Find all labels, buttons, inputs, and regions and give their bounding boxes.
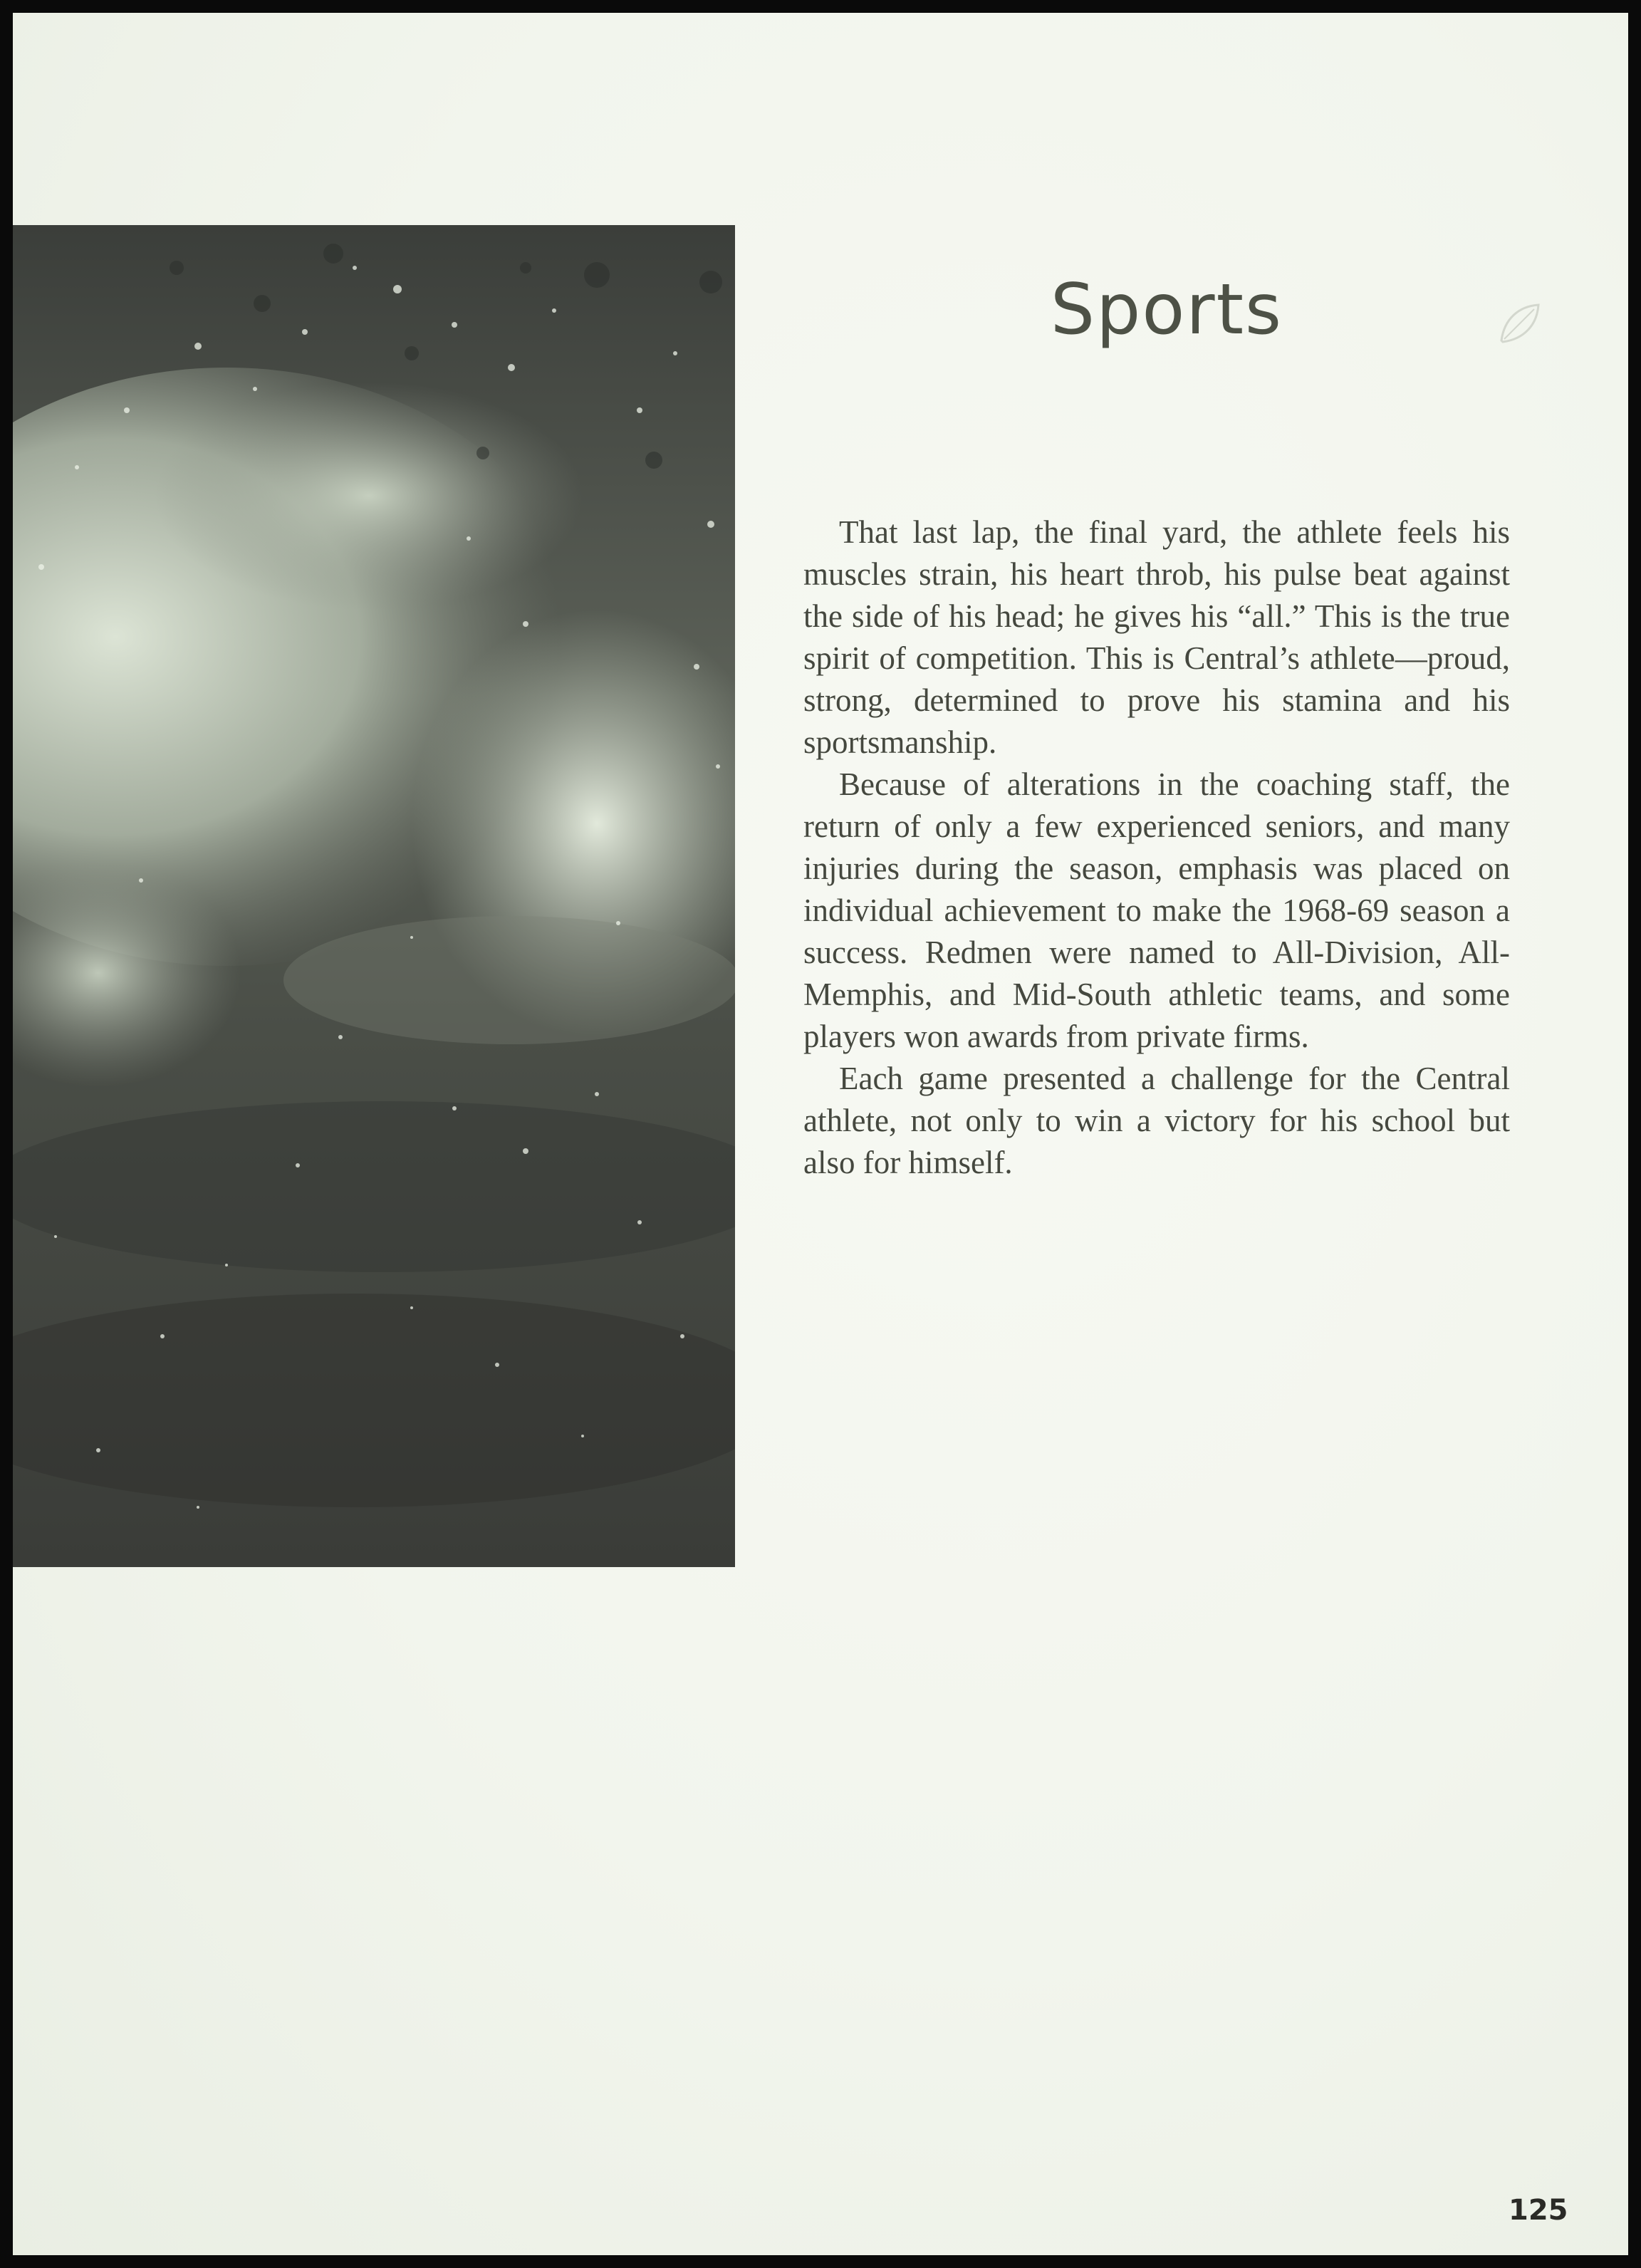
yearbook-page	[13, 13, 1628, 2255]
paragraph-1: That last lap, the final yard, the athlete feels his muscles strain, his heart throb, his pulse beat against the side of his head; he gives his “all.” This is the true spirit of competition. This is Central’s athlete—proud, strong, determined to prove his stamina and his sportsmanship.	[803, 514, 1510, 760]
water-splash-image	[13, 225, 735, 1567]
paragraph-3: Each game presented a challenge for the Central athlete, not only to win a victory for his school but also for himself.	[803, 1061, 1510, 1180]
paragraph-2: Because of alterations in the coaching staff, the return of only a few experienced seniors, and many injuries during the season, emphasis was placed on individual achievement to make the 1968-69 season a success. Redmen were named to All-Division, All-Memphis, and Mid-South athletic teams, and some players won awards from private firms.	[803, 766, 1510, 1054]
leaf-emblem-icon	[1494, 298, 1546, 349]
page-title: Sports	[1050, 269, 1283, 350]
article-body	[803, 511, 1510, 1184]
page-number: 125	[1509, 2194, 1568, 2227]
water-splash-photo	[13, 225, 735, 1567]
